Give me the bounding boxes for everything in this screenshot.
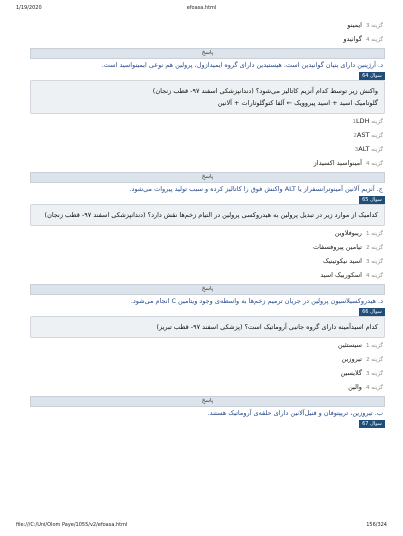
option-text: اسکوربیک اسید [320,271,362,279]
option-label: گزینه 4 [365,385,383,391]
question-box [30,316,385,338]
answer-text: ب. تیروزین، تریپتوفان و فنیل‌آلانین دارای حلقه‌ی آروماتیک هستند. [207,409,383,417]
option-label: گزینه 3 [365,259,383,265]
option-text: AST [356,131,370,139]
question-text: کدامیک از موارد زیر در تبدیل پرولین به هیدروکسی پرولین در التیام زخم‌ها نقش دارد؟ (دندانپزشکی اسفند ۹۷- قطب زنجان) [44,211,378,219]
option-text: اسید نیکوتینیک [323,257,362,265]
question-text: کدام اسیدآمینه دارای گروه جانبی آروماتیک است؟ (پزشکی اسفند ۹۷- قطب تبریز) [156,323,378,331]
option-item[interactable] [30,226,385,240]
option-label: گزینه 3 [354,147,383,153]
page-footer [16,522,387,532]
question-block [30,196,385,226]
answer-header[interactable]: پاسخ [30,172,385,183]
question-number-badge: سوال 65 [359,196,385,204]
question-formula: گلوتامیک اسید + اسید پیروویک ← آلفا کتوگلوتارات + آلانین [217,99,378,107]
option-item[interactable] [30,352,385,366]
option-text: گوانیدو [343,35,362,43]
option-label: گزینه 2 [353,133,383,139]
option-item[interactable] [30,366,385,380]
option-item[interactable] [30,156,385,170]
print-date: 1/19/2020 [16,5,42,11]
answer-text: د. آرژینین دارای بنیان گوانیدین است. هیستیدین دارای گروه ایمیدازول، پرولین هم نوعی ایمینواسید است. [101,61,383,69]
question-block [30,420,385,428]
page-number: 156/324 [366,522,387,528]
option-label: گزینه 1 [352,119,383,125]
option-label: گزینه 1 [365,231,383,237]
option-label: گزینه 3 [365,371,383,377]
option-label: گزینه 4 [365,273,383,279]
answer-header[interactable]: پاسخ [30,284,385,295]
answer-header[interactable]: پاسخ [30,396,385,407]
option-text: ایمینو [347,21,362,29]
question-block [30,72,385,114]
option-item[interactable] [30,142,385,156]
option-item[interactable] [30,32,385,46]
option-label: گزینه 4 [365,37,383,43]
content [30,18,385,428]
question-block [30,308,385,338]
option-label: گزینه 2 [365,245,383,251]
option-text: تیروزین [341,355,362,363]
page-title: efoasa.html [186,5,217,11]
option-label: گزینه 4 [365,161,383,167]
option-text: گلایسین [340,369,362,377]
answer-header[interactable]: پاسخ [30,48,385,59]
option-item[interactable] [30,254,385,268]
option-text: آمینواسید اکسیداز [313,159,362,167]
option-text: LDH [355,117,370,125]
option-item[interactable] [30,18,385,32]
option-label: گزینه 2 [365,357,383,363]
question-box [30,80,385,114]
option-text: والین [348,383,362,391]
option-item[interactable] [30,240,385,254]
option-text: تیامین پیروفسفات [312,243,362,251]
option-text: ریبوفلاوین [334,229,362,237]
question-number-badge: سوال 67 [359,420,385,428]
option-text: سیستئین [337,341,362,349]
question-text: واکنش زیر توسط کدام آنزیم کاتالیز می‌شود؟ (دندانپزشکی اسفند ۹۷- قطب زنجان) [152,87,378,95]
question-box [30,204,385,226]
page-header [16,5,387,15]
option-item[interactable] [30,338,385,352]
file-path: file:///C:/Uni/Olom Paye/1055/v2/efoasa.html [16,522,128,528]
option-item[interactable] [30,380,385,394]
option-label: گزینه 1 [365,343,383,349]
answer-text: د. هیدروکسیلاسیون پرولین در جریان ترمیم زخم‌ها به واسطه‌ی وجود ویتامین C انجام می‌شود. [130,297,383,305]
option-item[interactable] [30,268,385,282]
option-item[interactable] [30,128,385,142]
question-number-badge: سوال 66 [359,308,385,316]
answer-text: ج. آنزیم آلانین آمینوترانسفراز یا ALT واکنش فوق را کاتالیز کرده و سبب تولید پیروات می‌شود. [129,185,383,193]
option-text: ALT [358,145,370,153]
question-number-badge: سوال 64 [359,72,385,80]
option-item[interactable] [30,114,385,128]
option-label: گزینه 3 [365,23,383,29]
